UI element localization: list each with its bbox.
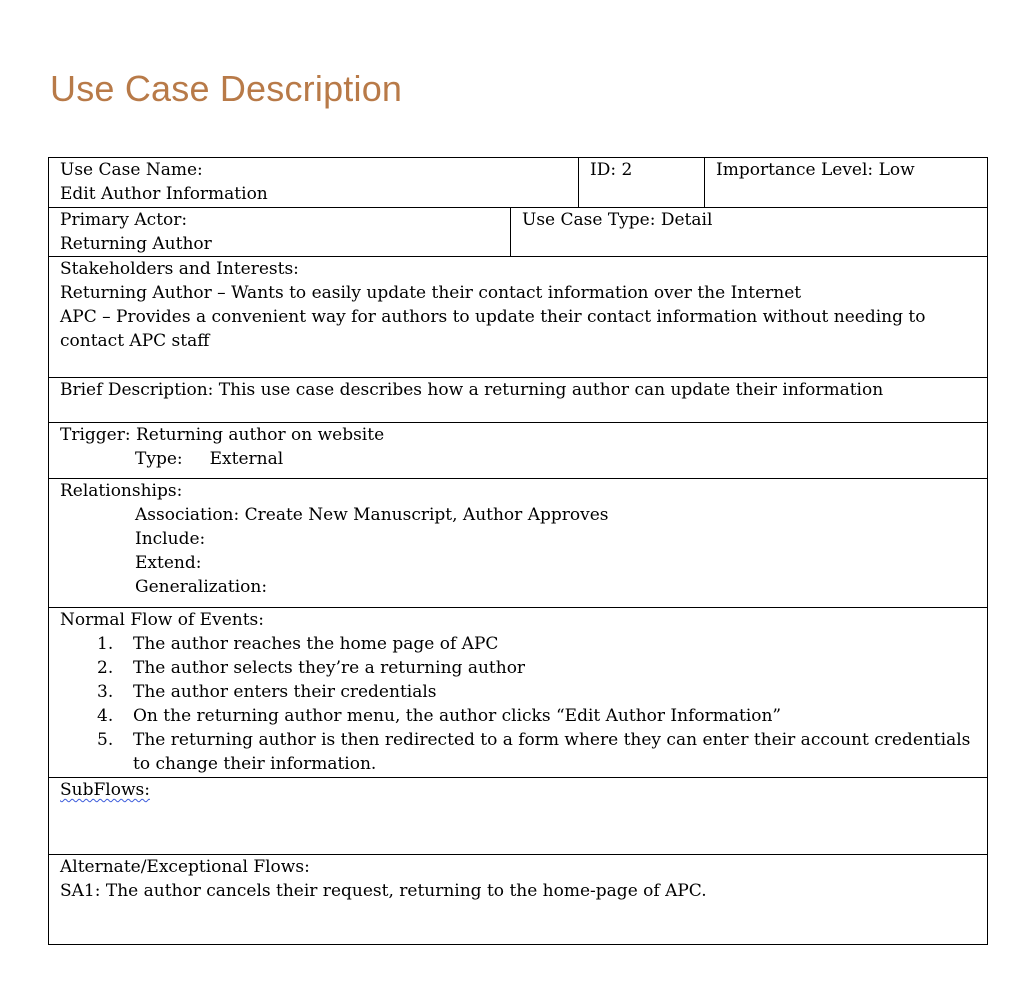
- cell-trigger: [49, 423, 987, 478]
- importance-value: Importance Level: Low: [716, 160, 915, 180]
- primary-actor-value: Returning Author: [60, 234, 212, 254]
- step-number: 2.: [97, 658, 114, 678]
- step-text: The author selects they’re a returning author: [133, 658, 526, 678]
- primary-actor-label: Primary Actor:: [60, 210, 188, 230]
- list-item: [60, 656, 981, 680]
- list-item: [60, 704, 981, 728]
- step-number: 1.: [97, 634, 114, 654]
- list-item: [60, 728, 981, 776]
- relationship-generalization: Generalization:: [135, 577, 268, 597]
- relationships-label: Relationships:: [60, 481, 183, 501]
- step-number: 3.: [97, 682, 114, 702]
- cell-relationships: [49, 479, 987, 607]
- cell-brief-description: [49, 378, 987, 422]
- alternate-flows-label: Alternate/Exceptional Flows:: [60, 857, 310, 877]
- brief-description: Brief Description: This use case describes how a returning author can update their information: [60, 380, 884, 400]
- stakeholder-line: Returning Author – Wants to easily update their contact information over the Internet: [60, 283, 802, 303]
- relationship-extend: Extend:: [135, 553, 202, 573]
- stakeholder-line: APC – Provides a convenient way for authors to update their contact information without needing to: [60, 307, 926, 327]
- step-text: The returning author is then redirected to a form where they can enter their account credentials: [133, 730, 971, 750]
- alternate-flows-text: SA1: The author cancels their request, returning to the home-page of APC.: [60, 881, 707, 901]
- stakeholder-line: contact APC staff: [60, 331, 210, 351]
- list-item: [60, 632, 981, 656]
- row-name-id-importance: [49, 158, 987, 208]
- cell-use-case-type: [510, 208, 987, 256]
- subflows-label: SubFlows:: [60, 780, 150, 800]
- relationship-association: Association: Create New Manuscript, Author Approves: [135, 505, 609, 525]
- page-title: Use Case Description: [50, 68, 403, 109]
- use-case-name-value: Edit Author Information: [60, 184, 268, 204]
- step-number: 5.: [97, 730, 114, 750]
- normal-flow-label: Normal Flow of Events:: [60, 610, 264, 630]
- step-text: The author enters their credentials: [133, 682, 437, 702]
- cell-subflows: [49, 778, 987, 854]
- normal-flow-list: [60, 632, 981, 776]
- step-text-continued: to change their information.: [133, 754, 377, 774]
- row-normal-flow: [49, 608, 987, 778]
- cell-id: [578, 158, 704, 207]
- list-item: [60, 680, 981, 704]
- cell-alternate-flows: [49, 855, 987, 944]
- row-trigger: [49, 423, 987, 479]
- step-text: On the returning author menu, the author clicks “Edit Author Information”: [133, 706, 782, 726]
- step-number: 4.: [97, 706, 114, 726]
- step-text: The author reaches the home page of APC: [133, 634, 499, 654]
- trigger-type: Type: External: [135, 449, 284, 469]
- cell-stakeholders: [49, 257, 987, 377]
- cell-use-case-name: [49, 158, 578, 207]
- trigger: Trigger: Returning author on website: [60, 425, 385, 445]
- row-subflows: [49, 778, 987, 855]
- row-brief-description: [49, 378, 987, 423]
- row-stakeholders: [49, 257, 987, 378]
- cell-primary-actor: [49, 208, 510, 256]
- use-case-table: [48, 157, 988, 945]
- cell-importance: [704, 158, 987, 207]
- use-case-name-label: Use Case Name:: [60, 160, 203, 180]
- row-alternate-flows: [49, 855, 987, 944]
- use-case-type-value: Use Case Type: Detail: [522, 210, 713, 230]
- stakeholders-label: Stakeholders and Interests:: [60, 259, 299, 279]
- cell-normal-flow: [49, 608, 987, 777]
- row-actor-type: [49, 208, 987, 257]
- relationship-include: Include:: [135, 529, 206, 549]
- row-relationships: [49, 479, 987, 608]
- id-value: ID: 2: [590, 160, 633, 180]
